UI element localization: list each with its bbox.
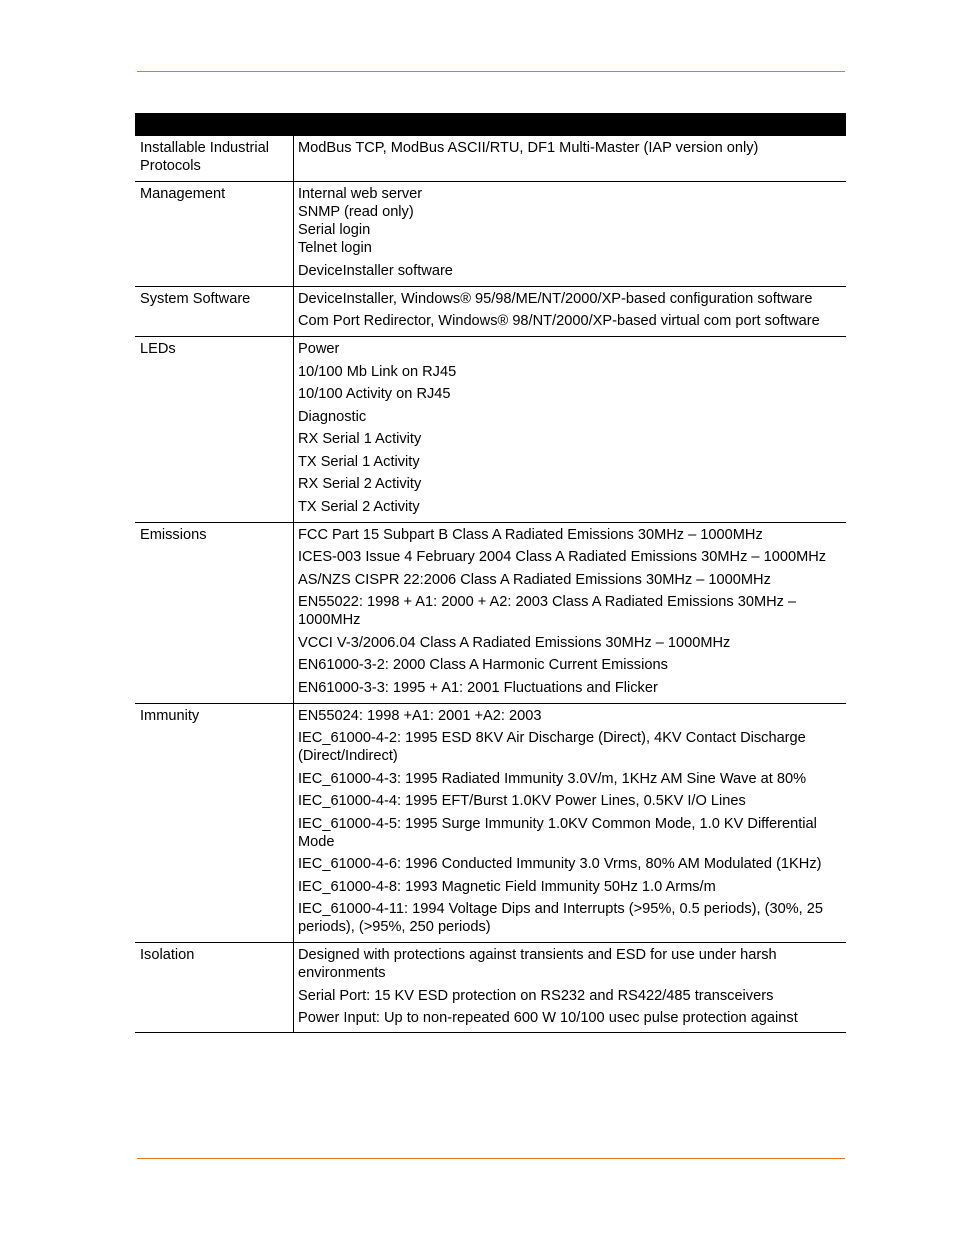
row-value: Internal web server bbox=[298, 186, 423, 202]
row-value: ModBus TCP, ModBus ASCII/RTU, DF1 Multi-Master (IAP version only) bbox=[298, 140, 759, 156]
row-value: Designed with protections against transients and ESD for use under harsh environments bbox=[298, 947, 777, 981]
row-value: RX Serial 2 Activity bbox=[298, 476, 422, 492]
table-row bbox=[135, 337, 846, 523]
row-values bbox=[294, 943, 846, 1032]
row-value: EN55022: 1998 + A1: 2000 + A2: 2003 Class A Radiated Emissions 30MHz – 1000MHz bbox=[298, 594, 797, 628]
row-label: LEDs bbox=[135, 337, 294, 522]
table-row bbox=[135, 287, 846, 338]
row-values bbox=[294, 136, 846, 181]
row-label: System Software bbox=[135, 287, 294, 337]
row-value: IEC_61000-4-3: 1995 Radiated Immunity 3.0V/m, 1KHz AM Sine Wave at 80% bbox=[298, 770, 807, 787]
row-value: DeviceInstaller software bbox=[298, 262, 453, 279]
row-value: FCC Part 15 Subpart B Class A Radiated Emissions 30MHz – 1000MHz bbox=[298, 526, 763, 543]
row-value: Serial login bbox=[298, 222, 371, 238]
row-value: IEC_61000-4-5: 1995 Surge Immunity 1.0KV Common Mode, 1.0 KV Differential Mode bbox=[298, 815, 817, 850]
row-value: SNMP (read only) bbox=[298, 204, 414, 220]
row-value: AS/NZS CISPR 22:2006 Class A Radiated Emissions 30MHz – 1000MHz bbox=[298, 571, 771, 588]
row-value: Power bbox=[298, 341, 340, 357]
row-value: EN55024: 1998 +A1: 2001 +A2: 2003 bbox=[298, 707, 542, 724]
table-header-bar bbox=[135, 113, 846, 136]
row-value: IEC_61000-4-2: 1995 ESD 8KV Air Discharge (Direct), 4KV Contact Discharge (Direct/Indirect) bbox=[298, 730, 806, 764]
row-value: 10/100 Activity on RJ45 bbox=[298, 386, 451, 402]
row-value: IEC_61000-4-4: 1995 EFT/Burst 1.0KV Power Lines, 0.5KV I/O Lines bbox=[298, 793, 746, 809]
row-label: Installable Industrial Protocols bbox=[135, 136, 294, 181]
row-value: Telnet login bbox=[298, 240, 372, 256]
row-value: RX Serial 1 Activity bbox=[298, 431, 422, 447]
row-values bbox=[294, 523, 846, 703]
specifications-table bbox=[135, 113, 846, 1033]
row-values bbox=[294, 337, 846, 522]
row-values bbox=[294, 182, 846, 286]
table-row bbox=[135, 523, 846, 704]
row-label: Immunity bbox=[135, 704, 294, 943]
row-value: VCCI V-3/2006.04 Class A Radiated Emissions 30MHz – 1000MHz bbox=[298, 634, 731, 651]
row-value: TX Serial 2 Activity bbox=[298, 498, 420, 515]
row-value: Power Input: Up to non-repeated 600 W 10/100 usec pulse protection against bbox=[298, 1010, 798, 1026]
table-row bbox=[135, 182, 846, 287]
row-values bbox=[294, 704, 846, 943]
row-label: Isolation bbox=[135, 943, 294, 1032]
table-row bbox=[135, 704, 846, 944]
table-row bbox=[135, 136, 846, 182]
row-value: TX Serial 1 Activity bbox=[298, 453, 420, 470]
table-row bbox=[135, 943, 846, 1033]
row-value: EN61000-3-2: 2000 Class A Harmonic Current Emissions bbox=[298, 657, 668, 673]
row-value: EN61000-3-3: 1995 + A1: 2001 Fluctuations and Flicker bbox=[298, 679, 658, 696]
row-label: Emissions bbox=[135, 523, 294, 703]
row-value: DeviceInstaller, Windows® 95/98/ME/NT/2000/XP-based configuration software bbox=[298, 290, 813, 307]
row-value: Diagnostic bbox=[298, 408, 367, 425]
row-value: ICES-003 Issue 4 February 2004 Class A Radiated Emissions 30MHz – 1000MHz bbox=[298, 549, 827, 565]
row-label: Management bbox=[135, 182, 294, 286]
footer-rule bbox=[137, 1158, 845, 1159]
row-value: Serial Port: 15 KV ESD protection on RS232 and RS422/485 transceivers bbox=[298, 987, 774, 1004]
row-value: IEC_61000-4-8: 1993 Magnetic Field Immunity 50Hz 1.0 Arms/m bbox=[298, 878, 716, 895]
row-value: 10/100 Mb Link on RJ45 bbox=[298, 363, 457, 380]
row-value: IEC_61000-4-11: 1994 Voltage Dips and Interrupts (>95%, 0.5 periods), (30%, 25 periods), (>95%, 250 periods) bbox=[298, 901, 824, 935]
header-rule bbox=[137, 71, 845, 72]
row-value: Com Port Redirector, Windows® 98/NT/2000/XP-based virtual com port software bbox=[298, 313, 820, 329]
row-values bbox=[294, 287, 846, 337]
row-value: IEC_61000-4-6: 1996 Conducted Immunity 3.0 Vrms, 80% AM Modulated (1KHz) bbox=[298, 856, 822, 872]
